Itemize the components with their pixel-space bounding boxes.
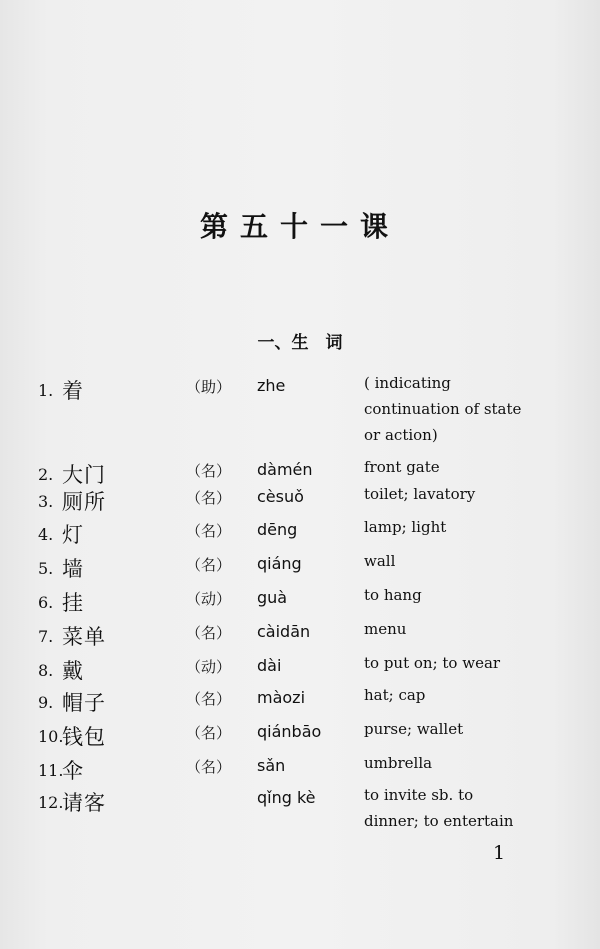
entry-number: 9.: [38, 693, 54, 712]
entry-part-of-speech: （助）: [186, 378, 232, 396]
entry-pinyin: zhe: [257, 376, 286, 395]
entry-gloss: umbrella: [364, 754, 433, 772]
entry-part-of-speech: （名）: [186, 522, 232, 540]
entry-pinyin: qǐng kè: [257, 788, 316, 807]
entry-pinyin: dàmén: [257, 460, 313, 479]
entry-word: 钱包: [62, 725, 106, 749]
entry-number: 12.: [38, 793, 64, 812]
entry-gloss: wall: [364, 552, 396, 570]
entry-number: 4.: [38, 525, 54, 544]
entry-number: 2.: [38, 465, 54, 484]
entry-word: 请客: [62, 791, 106, 815]
entry-gloss: lamp; light: [364, 518, 447, 536]
entry-number: 7.: [38, 627, 54, 646]
entry-number: 1.: [38, 381, 54, 400]
entry-number: 11.: [38, 761, 64, 780]
entry-number: 5.: [38, 559, 54, 578]
entry-pinyin: qiáng: [257, 554, 302, 573]
entry-gloss: to hang: [364, 586, 422, 604]
entry-gloss: front gate: [364, 458, 440, 476]
entry-word: 戴: [62, 659, 84, 683]
entry-gloss: purse; wallet: [364, 720, 464, 738]
entry-part-of-speech: （名）: [186, 758, 232, 776]
entry-part-of-speech: （名）: [186, 690, 232, 708]
entry-number: 10.: [38, 727, 64, 746]
entry-word: 大门: [62, 463, 106, 487]
entry-pinyin: dēng: [257, 520, 298, 539]
entry-part-of-speech: （名）: [186, 724, 232, 742]
entry-number: 8.: [38, 661, 54, 680]
entry-gloss: ( indicating continuation of state or action): [364, 374, 522, 444]
entry-pinyin: cèsuǒ: [257, 487, 304, 506]
lesson-title: 第五十一课: [199, 210, 400, 243]
entry-part-of-speech: （名）: [186, 489, 232, 507]
entry-number: 3.: [38, 492, 54, 511]
entry-pinyin: màozi: [257, 688, 306, 707]
entry-pinyin: qiánbāo: [257, 722, 322, 741]
entry-word: 菜单: [62, 625, 106, 649]
entry-number: 6.: [38, 593, 54, 612]
entry-word: 墙: [62, 557, 84, 581]
entry-gloss: menu: [364, 620, 407, 638]
entry-gloss: toilet; lavatory: [364, 485, 476, 503]
section-title: 一、生 词: [257, 333, 343, 353]
entry-pinyin: càidān: [257, 622, 311, 641]
entry-word: 帽子: [62, 691, 106, 715]
entry-gloss: to put on; to wear: [364, 654, 501, 672]
entry-part-of-speech: （名）: [186, 462, 232, 480]
entry-part-of-speech: （动）: [186, 658, 232, 676]
entry-pinyin: guà: [257, 588, 288, 607]
entry-part-of-speech: （动）: [186, 590, 232, 608]
entry-pinyin: dài: [257, 656, 282, 675]
entry-word: 厕所: [62, 490, 106, 514]
entry-gloss: to invite sb. to dinner; to entertain: [364, 786, 514, 830]
entry-word: 灯: [62, 523, 84, 547]
entry-part-of-speech: （名）: [186, 556, 232, 574]
entry-word: 伞: [62, 759, 84, 783]
entry-pinyin: sǎn: [257, 756, 286, 775]
entry-gloss: hat; cap: [364, 686, 426, 704]
entry-word: 挂: [62, 591, 84, 615]
entry-word: 着: [62, 379, 84, 403]
entry-part-of-speech: （名）: [186, 624, 232, 642]
page-number: 1: [493, 842, 506, 864]
